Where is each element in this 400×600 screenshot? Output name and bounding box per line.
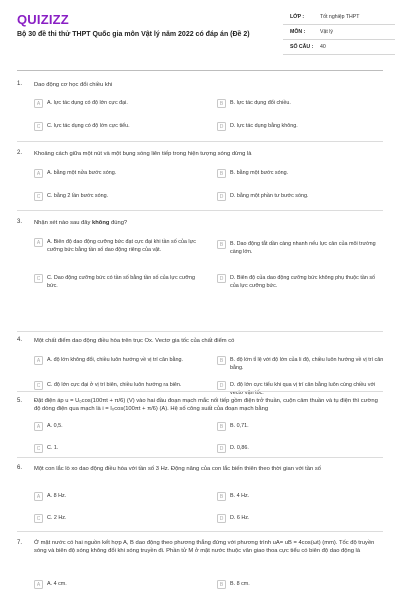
option-text: D. lực tác dụng bằng không. [230, 123, 298, 129]
option-a[interactable] [34, 99, 202, 108]
question-divider [17, 531, 383, 532]
option-text: D. 0,86. [230, 445, 249, 451]
option-text: C. 2 Hz. [47, 515, 67, 521]
option-c[interactable] [34, 274, 202, 290]
option-text: C. độ lớn cực đại ở vị trí biên, chiều luôn hướng ra biên. [47, 382, 182, 388]
option-text: C. bằng 2 lần bước sóng. [47, 193, 109, 199]
option-d[interactable] [217, 514, 385, 523]
option-letter-box: B [217, 99, 226, 108]
worksheet-title: Bộ 30 đề thi thử THPT Quốc gia môn Vật lý năm 2022 có đáp án (Đề 2) [17, 31, 250, 38]
option-letter-box: B [217, 356, 226, 365]
option-text: A. 8 Hz. [47, 493, 67, 499]
option-d[interactable] [217, 274, 385, 290]
option-text: D. Biên độ của dao động cưỡng bức không phụ thuộc tần số của lực cưỡng bức. [230, 275, 376, 289]
meta-value: Vật lý [320, 29, 333, 35]
question-divider [17, 331, 383, 332]
option-text: D. độ lớn cực tiểu khi qua vị trí cân bằng luôn cùng chiều với vectơ vận tốc. [230, 382, 376, 396]
option-text: B. 8 cm. [230, 581, 250, 587]
option-c[interactable] [34, 192, 202, 201]
option-c[interactable] [34, 381, 202, 390]
option-letter-box: C [34, 381, 43, 390]
option-text: D. bằng một phần tư bước sóng. [230, 193, 309, 199]
question-number: 2. [17, 150, 23, 156]
option-d[interactable] [217, 444, 385, 453]
option-letter-box: C [34, 192, 43, 201]
option-letter-box: C [34, 444, 43, 453]
question-number: 5. [17, 398, 23, 404]
option-text: A. bằng một nửa bước sóng. [47, 170, 117, 176]
meta-value: Tốt nghiệp THPT [320, 14, 360, 20]
question-text-emphasis: không [92, 220, 110, 226]
question-number: 3. [17, 219, 23, 225]
option-text: B. 4 Hz. [230, 493, 250, 499]
question-text: Dao động cơ học đổi chiều khi [34, 82, 113, 88]
option-letter-box: C [34, 122, 43, 131]
option-a[interactable] [34, 580, 202, 589]
option-d[interactable] [217, 381, 385, 397]
option-letter-box: D [217, 514, 226, 523]
meta-row-subject [283, 25, 395, 40]
question-divider [17, 391, 383, 392]
option-c[interactable] [34, 122, 202, 131]
option-c[interactable] [34, 514, 202, 523]
option-letter-box: C [34, 274, 43, 283]
option-letter-box: D [217, 444, 226, 453]
option-text: B. Dao động tắt dần càng nhanh nếu lực cản của môi trường càng lớn. [230, 241, 376, 255]
option-b[interactable] [217, 492, 385, 501]
option-letter-box: A [34, 422, 43, 431]
meta-key: SỐ CÂU : [290, 44, 314, 50]
meta-key: LỚP : [290, 14, 305, 20]
option-letter-box: B [217, 240, 226, 249]
option-c[interactable] [34, 444, 202, 453]
option-text: D. 6 Hz. [230, 515, 250, 521]
option-letter-box: A [34, 99, 43, 108]
option-letter-box: C [34, 514, 43, 523]
question-number: 7. [17, 540, 23, 546]
meta-row-count [283, 40, 395, 55]
meta-value: 40 [320, 44, 326, 50]
question-divider [17, 141, 383, 142]
option-d[interactable] [217, 122, 385, 131]
option-text: C. Dao động cưỡng bức có tần số bằng tần số của lực cưỡng bức. [47, 275, 195, 289]
question-text: Khoảng cách giữa một nút và một bụng sóng liên tiếp trong hiện tượng sóng dừng là [34, 151, 252, 157]
option-letter-box: D [217, 192, 226, 201]
option-a[interactable] [34, 238, 202, 254]
option-letter-box: A [34, 169, 43, 178]
option-letter-box: B [217, 580, 226, 589]
option-b[interactable] [217, 240, 385, 256]
option-b[interactable] [217, 99, 385, 108]
option-a[interactable] [34, 492, 202, 501]
question-number: 1. [17, 81, 23, 87]
question-text-start: Nhận xét nào sau đây [34, 220, 93, 226]
option-letter-box: A [34, 492, 43, 501]
question-text: Đặt điện áp u = U₀cos(100πt + π/6) (V) vào hai đầu đoạn mạch mắc nối tiếp gồm điện trở thuần, cuộn cảm thuần và tụ điện thì cường độ dòng điện qua mạch là i = I₀cos(100πt + π/6) (A). Hệ số công suất của đoạn mạch bằng [34, 398, 378, 412]
header-divider [17, 70, 383, 71]
option-text: B. bằng một bước sóng. [230, 170, 289, 176]
question-text [34, 219, 384, 227]
option-text: A. 0,5. [47, 423, 63, 429]
option-text: C. 1. [47, 445, 59, 451]
option-letter-box: A [34, 356, 43, 365]
option-letter-box: A [34, 238, 43, 247]
option-letter-box: B [217, 492, 226, 501]
question-number: 4. [17, 337, 23, 343]
option-text: B. 0,71. [230, 423, 249, 429]
option-a[interactable] [34, 169, 202, 178]
option-text: C. lực tác dụng có độ lớn cực tiểu. [47, 123, 130, 129]
option-text: B. lực tác dụng đổi chiều. [230, 100, 291, 106]
question-text: Một con lắc lò xo dao động điều hòa với tần số 3 Hz. Động năng của con lắc biến thiên theo thời gian với tần số [34, 466, 321, 472]
question-text: Ở mặt nước có hai nguồn kết hợp A, B dao động theo phương thẳng đứng với phương trình uA= uB = 4cos(ωt) (mm). Tốc độ truyền sóng và biên độ sóng không đổi khi sóng truyền đi. Phần tử M ở mặt nước thuộc vân giao thoa cực tiểu có biên độ dao động là [34, 540, 375, 554]
option-b[interactable] [217, 356, 385, 372]
quizizz-logo: QUIZIZZ [17, 12, 69, 27]
option-letter-box: D [217, 381, 226, 390]
option-letter-box: B [217, 169, 226, 178]
option-d[interactable] [217, 192, 385, 201]
option-a[interactable] [34, 356, 202, 365]
question-divider [17, 457, 383, 458]
option-letter-box: D [217, 122, 226, 131]
option-b[interactable] [217, 580, 385, 589]
question-number: 6. [17, 465, 23, 471]
option-text: A. Biên độ dao động cưỡng bức đạt cực đại khi tần số của lực cưỡng bức bằng tần số dao động riêng của vật. [47, 239, 196, 253]
question-text-end: đúng? [109, 220, 128, 226]
worksheet-header [0, 0, 400, 62]
option-a[interactable] [34, 422, 202, 431]
question-text: Một chất điểm dao động điều hòa trên trục Ox. Vectơ gia tốc của chất điểm có [34, 338, 235, 344]
option-letter-box: B [217, 422, 226, 431]
option-letter-box: D [217, 274, 226, 283]
meta-table [283, 10, 395, 55]
option-b[interactable] [217, 169, 385, 178]
option-text: A. 4 cm. [47, 581, 67, 587]
meta-key: MÔN : [290, 29, 306, 35]
option-text: A. lực tác dụng có độ lớn cực đại. [47, 100, 128, 106]
option-b[interactable] [217, 422, 385, 431]
option-letter-box: A [34, 580, 43, 589]
question-divider [17, 210, 383, 211]
option-text: A. độ lớn không đổi, chiều luôn hướng về vị trí cân bằng. [47, 357, 183, 363]
meta-row-class [283, 10, 395, 25]
option-text: B. độ lớn tỉ lệ với độ lớn của li độ, chiều luôn hướng về vị trí cân bằng. [230, 357, 384, 371]
